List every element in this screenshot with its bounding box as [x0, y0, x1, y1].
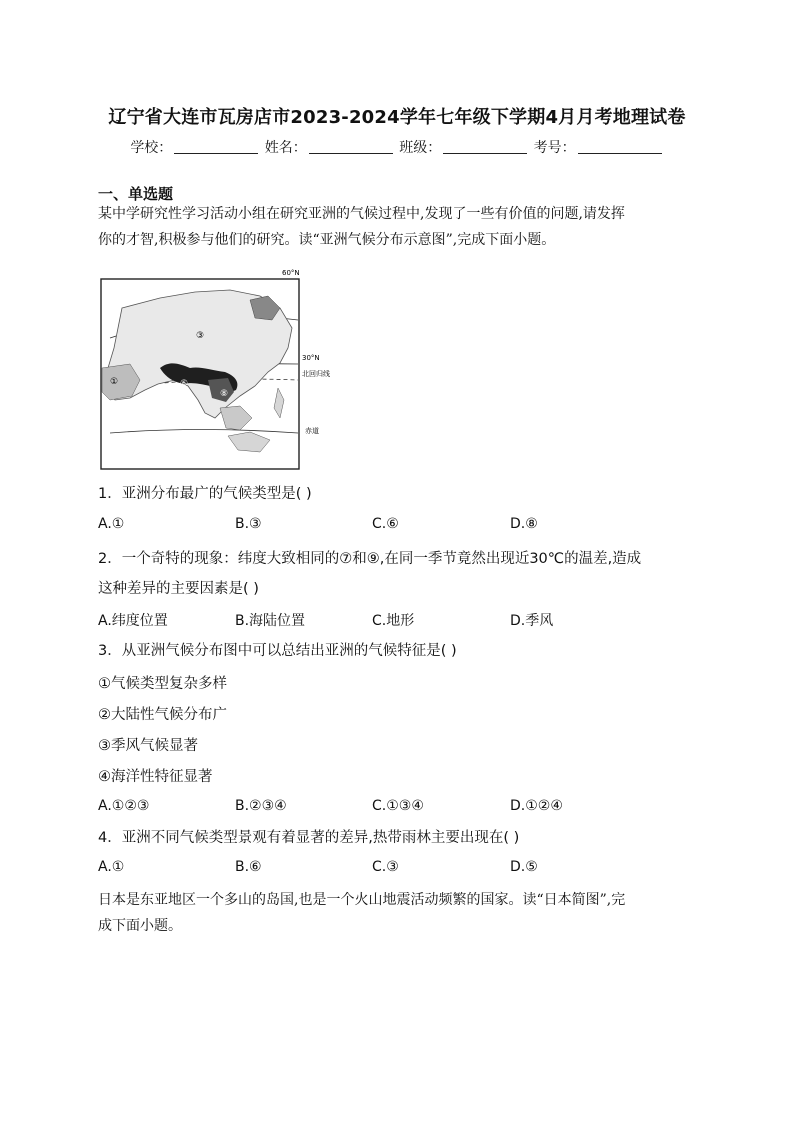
question-2-line-1: 2．一个奇特的现象：纬度大致相同的⑦和⑨,在同一季节竟然出现近30℃的温差,造成 [98, 551, 642, 567]
class-label: 班级： [399, 140, 442, 156]
q1-option-a[interactable]: A.① [98, 516, 125, 532]
q2-option-d[interactable]: D.季风 [510, 613, 554, 629]
q1-option-d[interactable]: D.⑧ [510, 516, 538, 532]
stem-1 [98, 201, 698, 253]
marker-3: ③ [196, 331, 205, 341]
q4-option-c[interactable]: C.③ [372, 859, 399, 875]
question-3-options [98, 798, 698, 820]
q2-option-a[interactable]: A.纬度位置 [98, 613, 168, 629]
number-blank[interactable] [578, 140, 662, 154]
label-equator: 赤道 [305, 427, 319, 435]
name-label: 姓名： [264, 140, 307, 156]
q4-option-b[interactable]: B.⑥ [235, 859, 262, 875]
q3-statement-4: ④海洋性特征显著 [98, 769, 213, 785]
stem-2-line-1: 日本是东亚地区一个多山的岛国,也是一个火山地震活动频繁的国家。读“日本简图”,完 [98, 892, 626, 908]
stem-2-line-2: 成下面小题。 [98, 918, 182, 934]
label-60n: 60°N [282, 269, 300, 277]
marker-6: ⑥ [180, 379, 189, 389]
q2-option-c[interactable]: C.地形 [372, 613, 415, 629]
q2-option-b[interactable]: B.海陆位置 [235, 613, 306, 629]
question-4-options [98, 859, 698, 881]
section-heading: 一、单选题 [98, 185, 174, 203]
q1-option-b[interactable]: B.③ [235, 516, 262, 532]
question-1-options [98, 516, 698, 538]
question-2 [98, 544, 698, 604]
q3-statement-3: ③季风气候显著 [98, 738, 198, 754]
question-1: 1．亚洲分布最广的气候类型是( ) [98, 486, 312, 502]
q3-statement-2: ②大陆性气候分布广 [98, 707, 227, 723]
stem-1-line-1: 某中学研究性学习活动小组在研究亚洲的气候过程中,发现了一些有价值的问题,请发挥 [98, 206, 625, 222]
q3-option-a[interactable]: A.①②③ [98, 798, 150, 814]
question-3: 3．从亚洲气候分布图中可以总结出亚洲的气候特征是( ) [98, 643, 457, 659]
school-blank[interactable] [174, 140, 258, 154]
asia-climate-map [100, 268, 330, 472]
label-30n: 30°N [302, 354, 320, 362]
number-label: 考号： [533, 140, 576, 156]
question-2-options [98, 610, 698, 632]
marker-8: ⑧ [220, 389, 229, 399]
name-blank[interactable] [309, 140, 393, 154]
q3-statement-1: ①气候类型复杂多样 [98, 676, 227, 692]
question-4: 4．亚洲不同气候类型景观有着显著的差异,热带雨林主要出现在( ) [98, 830, 520, 846]
class-blank[interactable] [443, 140, 527, 154]
q1-option-c[interactable]: C.⑥ [372, 516, 399, 532]
q4-option-a[interactable]: A.① [98, 859, 125, 875]
stem-1-line-2: 你的才智,积极参与他们的研究。读“亚洲气候分布示意图”,完成下面小题。 [98, 232, 556, 248]
school-label: 学校： [130, 140, 173, 156]
q3-option-c[interactable]: C.①③④ [372, 798, 424, 814]
student-info-line [0, 137, 794, 157]
question-2-line-2: 这种差异的主要因素是( ) [98, 581, 259, 597]
q3-option-b[interactable]: B.②③④ [235, 798, 287, 814]
exam-title: 辽宁省大连市瓦房店市2023-2024学年七年级下学期4月月考地理试卷 [108, 107, 686, 128]
stem-2 [98, 887, 698, 939]
q4-option-d[interactable]: D.⑤ [510, 859, 538, 875]
marker-1: ① [110, 377, 119, 387]
label-tropic: 北回归线 [302, 370, 330, 378]
q3-option-d[interactable]: D.①②④ [510, 798, 563, 814]
